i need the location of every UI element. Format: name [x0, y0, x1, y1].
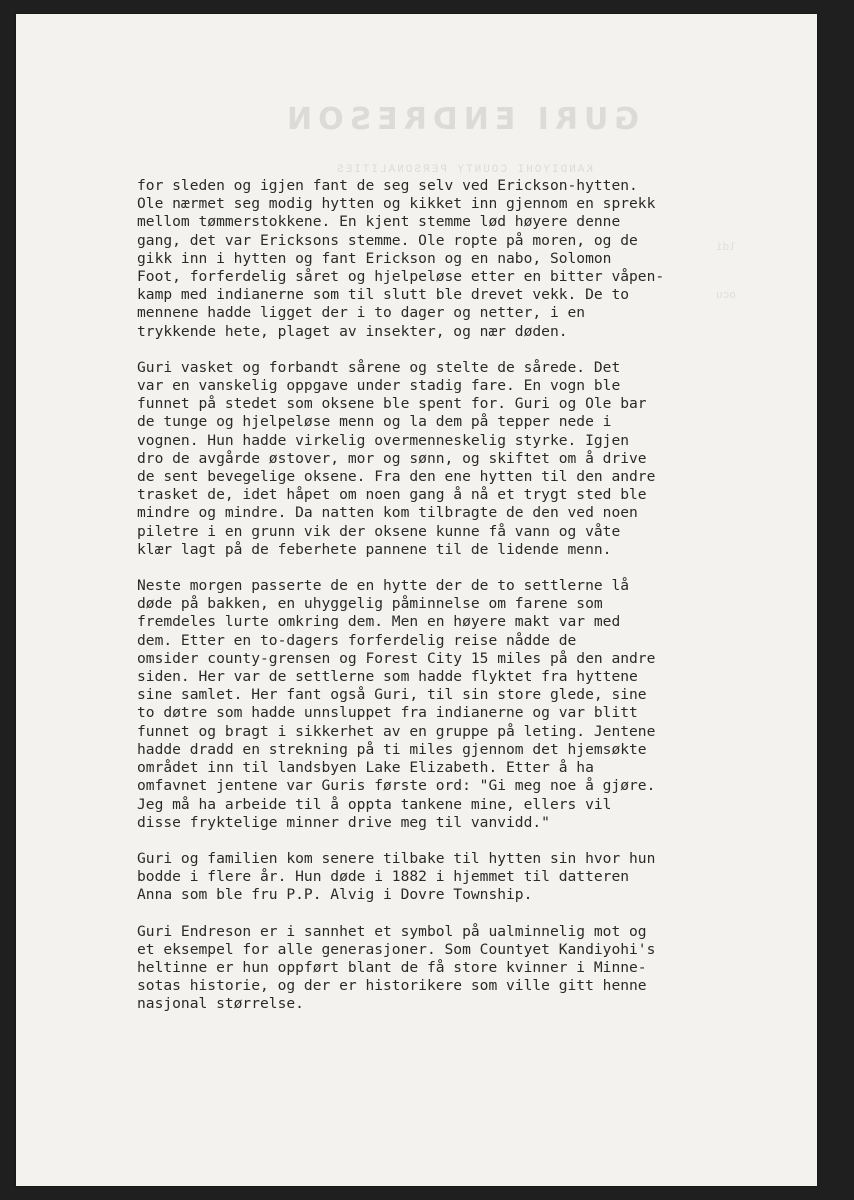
text-line: gang, det var Ericksons stemme. Ole ropte på moren, og de: [137, 231, 638, 249]
text-line: fremdeles lurte omkring dem. Men en høyere makt var med: [137, 613, 621, 631]
text-line: området inn til landsbyen Lake Elizabeth. Etter å ha: [137, 759, 594, 777]
text-line: hadde dradd en strekning på ti miles gjennom det hjemsøkte: [137, 740, 647, 758]
text-line: disse fryktelige minner drive meg til vanvidd.": [137, 813, 550, 831]
text-line: mellom tømmerstokkene. En kjent stemme lød høyere denne: [137, 213, 621, 231]
text-line: Guri vasket og forbandt sårene og stelte de sårede. Det: [137, 358, 621, 376]
document-page: [16, 14, 817, 1186]
text-line: dro de avgårde østover, mor og sønn, og skiftet om å drive: [137, 449, 647, 467]
text-line: funnet og bragt i sikkerhet av en gruppe på leting. Jentene: [137, 722, 656, 740]
text-line: Ole nærmet seg modig hytten og kikket inn gjennom en sprekk: [137, 195, 656, 213]
text-line: mennene hadde ligget der i to dager og netter, i en: [137, 304, 586, 322]
bleed-through-mark: ocu: [716, 290, 736, 302]
text-line: nasjonal størrelse.: [137, 995, 304, 1013]
text-line: siden. Her var de settlerne som hadde flyktet fra hyttene: [137, 668, 638, 686]
text-line: heltinne er hun oppført blant de få store kvinner i Minne-: [137, 958, 647, 976]
text-line: et eksempel for alle generasjoner. Som Countyet Kandiyohi's: [137, 940, 656, 958]
text-line: Guri og familien kom senere tilbake til hytten sin hvor hun: [137, 849, 656, 867]
text-line: for sleden og igjen fant de seg selv ved Erickson-hytten.: [137, 177, 638, 194]
text-line: trykkende hete, plaget av insekter, og nær døden.: [137, 322, 568, 340]
text-line: omsider county-grensen og Forest City 15 miles på den andre: [137, 649, 656, 667]
text-line: klær lagt på de feberhete pannene til de lidende menn.: [137, 540, 612, 558]
text-line: de tunge og hjelpeløse menn og la dem på tepper nede i: [137, 413, 612, 431]
text-line: sine samlet. Her fant også Guri, til sin store glede, sine: [137, 686, 647, 704]
bleed-through-header: GURI ENDRESON: [281, 102, 640, 137]
text-line: Anna som ble fru P.P. Alvig i Dovre Township.: [137, 886, 533, 904]
paragraph: [137, 577, 797, 832]
text-line: to døtre som hadde unnsluppet fra indianerne og var blitt: [137, 704, 638, 722]
text-line: trasket de, idet håpet om noen gang å nå et trygt sted ble: [137, 486, 647, 504]
bleed-through-subheader: KANDIYOHI COUNTY PERSONALITIES: [334, 164, 594, 176]
paragraph: [137, 359, 797, 559]
text-line: dem. Etter en to-dagers forferdelig reise nådde de: [137, 631, 577, 649]
text-line: vognen. Hun hadde virkelig overmenneskelig styrke. Igjen: [137, 431, 630, 449]
text-line: døde på bakken, en uhyggelig påminnelse om farene som: [137, 595, 603, 613]
text-line: gikk inn i hytten og fant Erickson og en nabo, Solomon: [137, 249, 612, 267]
text-line: sotas historie, og der er historikere som ville gitt henne: [137, 977, 647, 995]
text-line: Foot, forferdelig såret og hjelpeløse etter en bitter våpen-: [137, 268, 665, 286]
text-line: de sent bevegelige oksene. Fra den ene hytten til den andre: [137, 468, 656, 486]
text-line: kamp med indianerne som til slutt ble drevet vekk. De to: [137, 286, 630, 304]
text-line: piletre i en grunn vik der oksene kunne få vann og våte: [137, 522, 621, 540]
text-line: mindre og mindre. Da natten kom tilbragte de den ved noen: [137, 504, 638, 522]
text-line: Guri Endreson er i sannhet et symbol på ualminnelig mot og: [137, 922, 647, 940]
bleed-through-mark: ldi: [716, 242, 736, 254]
paragraph: [137, 923, 797, 1014]
paragraph: [137, 177, 797, 341]
text-line: Jeg må ha arbeide til å oppta tankene mine, ellers vil: [137, 795, 612, 813]
document-body: [137, 177, 797, 1032]
text-line: omfavnet jentene var Guris første ord: "Gi meg noe å gjøre.: [137, 777, 656, 795]
paragraph: [137, 850, 797, 905]
text-line: var en vanskelig oppgave under stadig fare. En vogn ble: [137, 377, 621, 395]
text-line: funnet på stedet som oksene ble spent for. Guri og Ole bar: [137, 395, 647, 413]
text-line: Neste morgen passerte de en hytte der de to settlerne lå: [137, 577, 630, 595]
text-line: bodde i flere år. Hun døde i 1882 i hjemmet til datteren: [137, 868, 630, 886]
